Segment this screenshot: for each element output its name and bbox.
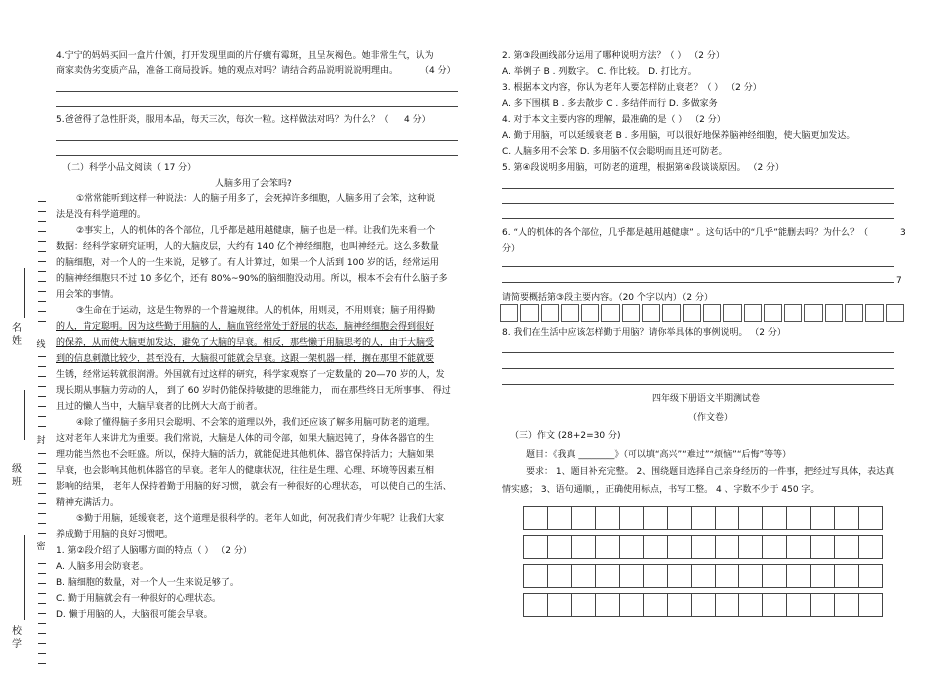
margin-dash bbox=[38, 211, 46, 212]
question-6-prompt: 6. “人的机体的各个部位，几乎都是越用越健康” 。这句话中的“几乎”能删去吗？为什么？（ bbox=[502, 228, 868, 238]
writing-cell[interactable] bbox=[541, 304, 559, 322]
grid-cell[interactable] bbox=[738, 593, 762, 617]
grid-cell[interactable] bbox=[643, 564, 667, 588]
grid-cell[interactable] bbox=[619, 564, 643, 588]
paragraph-1-line: ①常常能听到这样一种说法：人的脑子用多了，会死掉许多细胞，人脑多用了会笨，这种说 bbox=[76, 194, 436, 204]
paragraph-1-line: 法是没有科学道理的。 bbox=[56, 210, 147, 220]
question-4-score: （4 分） bbox=[420, 66, 456, 76]
margin-dash bbox=[38, 281, 46, 282]
grid-cell[interactable] bbox=[858, 506, 883, 530]
grid-cell[interactable] bbox=[858, 535, 883, 559]
question-6-score-tail: 分） bbox=[502, 244, 521, 254]
margin-dash bbox=[38, 386, 46, 387]
writing-cell[interactable] bbox=[764, 304, 782, 322]
grid-cell[interactable] bbox=[762, 506, 786, 530]
grid-cell[interactable] bbox=[595, 506, 619, 530]
grid-cell[interactable] bbox=[523, 535, 547, 559]
margin-dash bbox=[38, 406, 46, 407]
seal-mark-seal: 封 bbox=[36, 436, 46, 446]
margin-dash bbox=[38, 311, 46, 312]
grid-cell[interactable] bbox=[547, 535, 571, 559]
seal-mark-line: 线 bbox=[36, 340, 46, 350]
question-5-line-1: 5.爸爸得了急性肝炎，服用本品，每天三次，每次一粒。这样做法对吗？为什么？（ bbox=[56, 115, 389, 125]
margin-dash bbox=[38, 583, 46, 584]
margin-dash bbox=[38, 271, 46, 272]
question-5-prompt: 5. 第④段说明多用脑，可防老的道理，根据第④段谈谈原因。 （2 分） bbox=[502, 163, 785, 173]
margin-dash bbox=[38, 653, 46, 654]
writing-cell[interactable] bbox=[744, 304, 762, 322]
grid-cell[interactable] bbox=[523, 564, 547, 588]
margin-dash bbox=[38, 201, 46, 202]
grid-cell[interactable] bbox=[810, 593, 834, 617]
margin-dash bbox=[38, 493, 46, 494]
margin-dash bbox=[38, 251, 46, 252]
margin-dash bbox=[38, 426, 46, 427]
question-1-option-b: B. 脑细胞的数量，对一个人一生来说足够了。 bbox=[56, 578, 239, 588]
question-6-score: 3 bbox=[900, 228, 906, 238]
paragraph-3-line: 且过的懒人当中，大脑早衰者的比例大大高于前者。 bbox=[56, 402, 264, 412]
grid-cell[interactable] bbox=[762, 564, 786, 588]
grid-cell[interactable] bbox=[667, 564, 691, 588]
question-8-prompt: 8. 我们在生活中应该怎样勤于用脑？请你举具体的事例说明。 （2 分） bbox=[502, 328, 786, 338]
answer-line[interactable] bbox=[56, 140, 458, 141]
answer-line[interactable] bbox=[502, 352, 894, 353]
paragraph-2-line: 的脑细胞，对一个人的一生来说，足够了。有人计算过，如果一个人活到 100 岁的话，经常运用 bbox=[56, 258, 439, 268]
grid-cell[interactable] bbox=[571, 535, 595, 559]
question-7-number: 7 bbox=[896, 276, 902, 286]
question-4-prompt: 4. 对于本文主要内容的理解，最准确的是（ ） （2 分） bbox=[502, 115, 726, 125]
grid-cell[interactable] bbox=[762, 535, 786, 559]
margin-dash bbox=[38, 513, 46, 514]
section-2-heading: （二）科学小品文阅读（ 17 分） bbox=[62, 163, 197, 173]
grid-cell[interactable] bbox=[858, 593, 883, 617]
paragraph-4-line: 影响的结果， 老年人保持着勤于用脑的好习惯， 就会有一种很好的心理状态， 可以使自己的生活、 bbox=[56, 482, 452, 492]
question-1-option-c: C. 勤于用脑就会有一种很好的心理状态。 bbox=[56, 594, 222, 604]
essay-topic: 题目：《我真 ________》（可以填“高兴”“难过”“烦恼”“后悔”等等） bbox=[526, 450, 792, 460]
grid-cell[interactable] bbox=[715, 564, 739, 588]
paragraph-3-line: ③生命在于运动，这是生物界的一个普遍规律。人的机体，用则灵，不用则衰；脑子用得勤 bbox=[76, 306, 436, 316]
writing-cell[interactable] bbox=[601, 304, 619, 322]
margin-dash bbox=[38, 563, 46, 564]
grid-cell[interactable] bbox=[619, 506, 643, 530]
margin-dash bbox=[38, 503, 46, 504]
writing-cell[interactable] bbox=[662, 304, 680, 322]
writing-cell[interactable] bbox=[683, 304, 701, 322]
margin-dash bbox=[38, 523, 46, 524]
grid-cell[interactable] bbox=[667, 535, 691, 559]
grid-cell[interactable] bbox=[571, 564, 595, 588]
margin-dash bbox=[38, 356, 46, 357]
question-3-options: A. 多下围棋 B . 多去散步 C . 多结伴而行 D. 多做家务 bbox=[502, 99, 718, 109]
margin-dash bbox=[38, 593, 46, 594]
grid-cell[interactable] bbox=[667, 506, 691, 530]
margin-dash bbox=[38, 463, 46, 464]
paragraph-4-line: ④除了懂得脑子多用只会聪明、不会笨的道理以外，我们还应该了解多用脑可防老的道理。 bbox=[76, 418, 436, 428]
exam-title: 四年级下册语文半期测试卷 bbox=[652, 394, 761, 404]
answer-line[interactable] bbox=[502, 188, 894, 189]
question-1-prompt: 1. 第②段介绍了人脑哪方面的特点（ ） （2 分） bbox=[56, 546, 252, 556]
margin-dash bbox=[38, 261, 46, 262]
grid-cell[interactable] bbox=[738, 506, 762, 530]
paragraph-4-line: 精神充满活力。 bbox=[56, 498, 120, 508]
grid-cell[interactable] bbox=[834, 506, 858, 530]
question-4-line-1: 4.宁宁的妈妈买回一盒片什颁，打开发现里面的片仔癀有霉斑，且呈灰褐色。她非常生气，认为 bbox=[56, 51, 434, 61]
writing-cell[interactable] bbox=[622, 304, 640, 322]
grid-cell[interactable] bbox=[715, 535, 739, 559]
grid-cell[interactable] bbox=[547, 593, 571, 617]
paragraph-3-line: 生锈，经常运转就很润滑。外国就有过这样的研究，科学家观察了一定数量的 20—70 岁的人，发 bbox=[56, 370, 445, 380]
grid-cell[interactable] bbox=[595, 564, 619, 588]
class-underline bbox=[24, 390, 25, 440]
margin-dash bbox=[38, 301, 46, 302]
question-7-prompt: 请简要概括第③段主要内容。（20 个字以内）（2 分） bbox=[502, 293, 713, 303]
margin-dash bbox=[38, 291, 46, 292]
margin-dash bbox=[38, 483, 46, 484]
question-5-score: 4 分） bbox=[404, 115, 431, 125]
margin-dash bbox=[38, 416, 46, 417]
margin-dash bbox=[38, 241, 46, 242]
margin-dash bbox=[38, 613, 46, 614]
writing-cell[interactable] bbox=[845, 304, 863, 322]
essay-grid-row[interactable] bbox=[523, 564, 883, 586]
margin-dash bbox=[38, 663, 46, 664]
writing-cell[interactable] bbox=[825, 304, 843, 322]
writing-cell[interactable] bbox=[886, 304, 904, 322]
school-field-label: 校 学 bbox=[12, 626, 22, 650]
margin-dash bbox=[38, 573, 46, 574]
margin-dash bbox=[38, 376, 46, 377]
margin-dash bbox=[38, 231, 46, 232]
grid-cell[interactable] bbox=[715, 593, 739, 617]
margin-dash bbox=[38, 221, 46, 222]
article-title: 人脑多用了会笨吗? bbox=[215, 179, 292, 189]
grid-cell[interactable] bbox=[738, 535, 762, 559]
paragraph-2-line: 用会笨的事情。 bbox=[56, 290, 120, 300]
grid-cell[interactable] bbox=[691, 593, 715, 617]
grid-cell[interactable] bbox=[571, 593, 595, 617]
writing-cell[interactable] bbox=[865, 304, 883, 322]
answer-line[interactable] bbox=[56, 106, 458, 107]
grid-cell[interactable] bbox=[691, 506, 715, 530]
grid-cell[interactable] bbox=[715, 506, 739, 530]
essay-grid-row[interactable] bbox=[523, 535, 883, 557]
answer-line[interactable] bbox=[502, 203, 894, 204]
grid-cell[interactable] bbox=[523, 593, 547, 617]
grid-cell[interactable] bbox=[858, 564, 883, 588]
grid-cell[interactable] bbox=[595, 535, 619, 559]
summary-writing-strip[interactable] bbox=[500, 304, 906, 322]
answer-line[interactable] bbox=[56, 91, 458, 92]
answer-line[interactable] bbox=[502, 266, 894, 267]
name-underline bbox=[24, 268, 25, 318]
paragraph-3-underlined-line: 到的信息刺激比较少，甚至没有，大脑很可能就会早衰。这跟一架机器一样，搁在那里不能就要 bbox=[56, 354, 435, 364]
grid-cell[interactable] bbox=[786, 506, 810, 530]
grid-cell[interactable] bbox=[834, 593, 858, 617]
grid-cell[interactable] bbox=[738, 564, 762, 588]
writing-cell[interactable] bbox=[804, 304, 822, 322]
grid-cell[interactable] bbox=[834, 535, 858, 559]
grid-cell[interactable] bbox=[643, 506, 667, 530]
writing-cell[interactable] bbox=[581, 304, 599, 322]
grid-cell[interactable] bbox=[619, 593, 643, 617]
paragraph-2-line: 数据：经科学家研究证明，人的大脑皮层，大约有 140 亿个神经细胞，也叫神经元。这么多数量 bbox=[56, 242, 439, 252]
answer-line[interactable] bbox=[502, 368, 894, 369]
essay-requirements-line-2: 情实感； 3、语句通顺，，正确使用标点，书写工整。 4 、字数不少于 450 字。 bbox=[502, 485, 820, 495]
question-2-prompt: 2. 第③段画线部分运用了哪种说明方法？（ ） （2 分） bbox=[502, 51, 725, 61]
margin-dash bbox=[38, 603, 46, 604]
grid-cell[interactable] bbox=[810, 506, 834, 530]
essay-requirements-line-1: 要求： 1、题目补充完整。 2、围绕题目选择自己亲身经历的一件事，把经过写具体，表达真 bbox=[526, 467, 895, 477]
answer-line[interactable] bbox=[502, 218, 894, 219]
margin-dash bbox=[38, 396, 46, 397]
grid-cell[interactable] bbox=[810, 564, 834, 588]
grid-cell[interactable] bbox=[643, 535, 667, 559]
essay-grid-row[interactable] bbox=[523, 506, 883, 528]
question-2-options: A. 举例子 B . 列数字。 C. 作比较。 D. 打比方。 bbox=[502, 67, 697, 77]
margin-dash bbox=[38, 453, 46, 454]
margin-dash bbox=[38, 321, 46, 322]
question-4-option-ab: A. 勤于用脑，可以延缓衰老 B . 多用脑，可以很好地保养脑神经细胞，使大脑更加发达。 bbox=[502, 131, 856, 141]
grid-cell[interactable] bbox=[691, 564, 715, 588]
section-3-heading: （三）作文 (28+2=30 分) bbox=[510, 431, 621, 441]
margin-dash bbox=[38, 473, 46, 474]
paragraph-4-line: 这对老年人来讲尤为重要。我们常说，大脑是人体的司令部，如果大脑迟钝了，身体各器官的生 bbox=[56, 434, 435, 444]
writing-cell[interactable] bbox=[561, 304, 579, 322]
margin-dash bbox=[38, 643, 46, 644]
school-underline bbox=[24, 535, 25, 620]
paragraph-2-line: ②事实上，人的机体的各个部位，几乎都是越用越健康，脑子也是一样。让我们先来看一个 bbox=[76, 226, 436, 236]
paragraph-5-line: 养成勤于用脑的良好习惯吧。 bbox=[56, 530, 174, 540]
paragraph-3-line: 现长期从事脑力劳动的人， 到了 60 岁时仍能保持敏捷的思维能力， 而在那些终日无所事事、 得过 bbox=[56, 386, 451, 396]
paragraph-4-line: 早衰，也会影响其他机体器官的早衰。老年人的健康状况，往往是生理、心理、环境等因素互相 bbox=[56, 466, 435, 476]
answer-line[interactable] bbox=[502, 384, 894, 385]
grid-cell[interactable] bbox=[667, 593, 691, 617]
grid-cell[interactable] bbox=[786, 564, 810, 588]
grid-cell[interactable] bbox=[786, 593, 810, 617]
grid-cell[interactable] bbox=[786, 535, 810, 559]
grid-cell[interactable] bbox=[762, 593, 786, 617]
name-field-label: 名 姓 bbox=[12, 323, 22, 347]
question-1-option-d: D. 懒于用脑的人，大脑很可能会早衰。 bbox=[56, 610, 213, 620]
question-4-line-2: 商家卖伪劣变质产品，准备工商局投诉。她的观点对吗？请结合药品说明说说明理由。 bbox=[56, 66, 399, 76]
grid-cell[interactable] bbox=[547, 506, 571, 530]
margin-dash bbox=[38, 633, 46, 634]
grid-cell[interactable] bbox=[619, 535, 643, 559]
margin-dash bbox=[38, 366, 46, 367]
class-field-label: 级 班 bbox=[12, 464, 22, 488]
paragraph-3-underlined-line: 的保养，从而使大脑更加发达，避免了大脑的早衰。相反，那些懒于用脑思考的人，由于大脑受 bbox=[56, 338, 435, 348]
answer-line[interactable] bbox=[502, 282, 894, 283]
grid-cell[interactable] bbox=[547, 564, 571, 588]
grid-cell[interactable] bbox=[643, 593, 667, 617]
writing-cell[interactable] bbox=[723, 304, 741, 322]
question-4-option-cd: C. 人脑多用不会笨 D. 多用脑不仅会聪明而且还可防老。 bbox=[502, 147, 728, 157]
grid-cell[interactable] bbox=[571, 506, 595, 530]
answer-line[interactable] bbox=[56, 155, 458, 156]
writing-cell[interactable] bbox=[703, 304, 721, 322]
writing-cell[interactable] bbox=[500, 304, 518, 322]
seal-mark-close: 密 bbox=[36, 542, 46, 552]
grid-cell[interactable] bbox=[523, 506, 547, 530]
exam-subtitle: （作文卷） bbox=[688, 413, 734, 423]
essay-grid-row[interactable] bbox=[523, 593, 883, 615]
writing-cell[interactable] bbox=[642, 304, 660, 322]
question-1-option-a: A. 人脑多用会防衰老。 bbox=[56, 562, 149, 572]
grid-cell[interactable] bbox=[810, 535, 834, 559]
grid-cell[interactable] bbox=[691, 535, 715, 559]
question-3-prompt: 3. 根据本文内容，你认为老年人要怎样防止衰老？（ ） （2 分） bbox=[502, 83, 762, 93]
writing-cell[interactable] bbox=[520, 304, 538, 322]
paragraph-2-line: 的脑神经细胞只不过 10 多亿个，还有 80%~90%的脑细胞没动用。所以，根本不会有什么脑子多 bbox=[56, 274, 448, 284]
paragraph-3-underlined-line: 的人，肯定聪明。因为这些勤于用脑的人，脑血管经常处于舒展的状态，脑神经细胞会得到很好 bbox=[56, 322, 435, 332]
margin-dash bbox=[38, 623, 46, 624]
grid-cell[interactable] bbox=[834, 564, 858, 588]
writing-cell[interactable] bbox=[784, 304, 802, 322]
grid-cell[interactable] bbox=[595, 593, 619, 617]
margin-dash bbox=[38, 533, 46, 534]
paragraph-4-line: 理功能当然也不会旺盛。所以，保持大脑的活力，就能促进其他机体、器官保持活力；大脑如果 bbox=[56, 450, 435, 460]
paragraph-5-line: ⑤勤于用脑，延缓衰老，这个道理是很科学的。老年人如此，何况我们青少年呢？让我们大家 bbox=[76, 514, 445, 524]
